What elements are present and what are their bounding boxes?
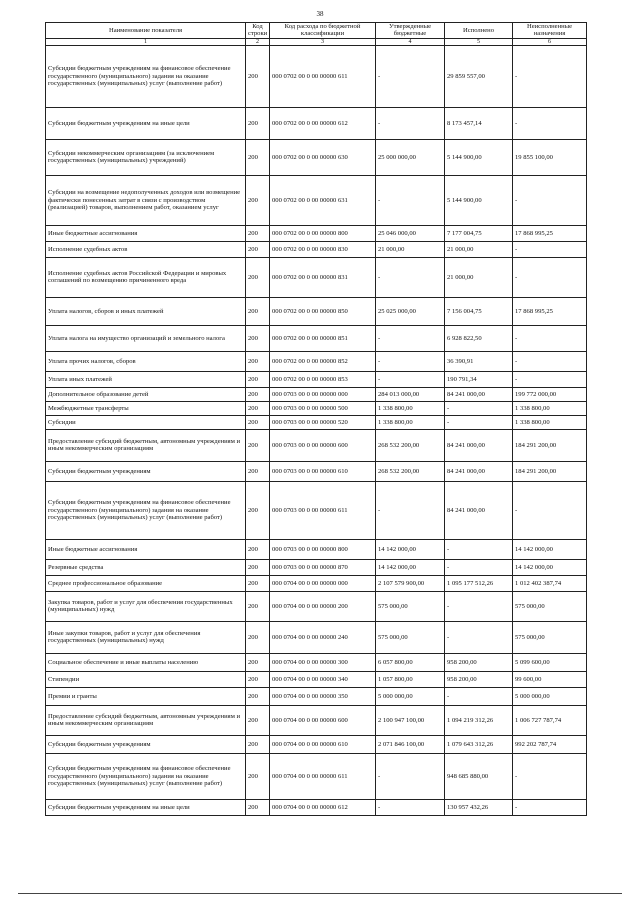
row-executed: 84 241 000,00	[445, 481, 513, 539]
table-row	[46, 387, 587, 401]
row-approved: 1 338 800,00	[376, 415, 445, 429]
row-unexecuted: 1 338 800,00	[513, 415, 587, 429]
row-approved: 25 025 000,00	[376, 297, 445, 325]
row-approved: 25 000 000,00	[376, 139, 445, 175]
row-executed: -	[445, 621, 513, 653]
row-budget-code: 000 0703 00 0 00 00000 870	[270, 559, 376, 575]
table-row	[46, 591, 587, 621]
row-approved: 268 532 200,00	[376, 461, 445, 481]
row-executed: 958 200,00	[445, 653, 513, 671]
row-line-code: 200	[246, 415, 270, 429]
header-unexecuted: Неисполненные назначения	[513, 23, 587, 39]
row-approved: -	[376, 107, 445, 139]
row-unexecuted: -	[513, 257, 587, 297]
row-unexecuted: 19 855 100,00	[513, 139, 587, 175]
row-line-code: 200	[246, 139, 270, 175]
row-approved: 1 338 800,00	[376, 401, 445, 415]
row-approved: 575 000,00	[376, 591, 445, 621]
row-approved: -	[376, 371, 445, 387]
row-line-code: 200	[246, 705, 270, 735]
row-line-code: 200	[246, 45, 270, 107]
row-budget-code: 000 0704 00 0 00 00000 200	[270, 591, 376, 621]
row-line-code: 200	[246, 175, 270, 225]
table-row	[46, 735, 587, 753]
row-name: Уплата налога на имущество организаций и земельного налога	[46, 325, 246, 351]
row-budget-code: 000 0702 00 0 00 00000 850	[270, 297, 376, 325]
row-approved: -	[376, 325, 445, 351]
row-approved: -	[376, 351, 445, 371]
table-row	[46, 461, 587, 481]
row-executed: 21 000,00	[445, 241, 513, 257]
row-approved: -	[376, 799, 445, 815]
row-approved: 5 000 000,00	[376, 687, 445, 705]
row-approved: 2 100 947 100,00	[376, 705, 445, 735]
row-unexecuted: 17 868 995,25	[513, 297, 587, 325]
row-executed: 5 144 900,00	[445, 139, 513, 175]
row-line-code: 200	[246, 461, 270, 481]
row-name: Субсидии бюджетным учреждениям	[46, 735, 246, 753]
header-number-2: 2	[246, 38, 270, 45]
row-line-code: 200	[246, 687, 270, 705]
row-name: Иные бюджетные ассигнования	[46, 539, 246, 559]
row-line-code: 200	[246, 481, 270, 539]
row-name: Стипендии	[46, 671, 246, 687]
row-approved: 2 107 579 900,00	[376, 575, 445, 591]
row-executed: -	[445, 559, 513, 575]
row-approved: 25 046 000,00	[376, 225, 445, 241]
header-number-4: 4	[376, 38, 445, 45]
row-line-code: 200	[246, 671, 270, 687]
row-approved: -	[376, 45, 445, 107]
row-unexecuted: 1 012 402 387,74	[513, 575, 587, 591]
row-executed: 7 156 004,75	[445, 297, 513, 325]
row-line-code: 200	[246, 371, 270, 387]
table-row	[46, 107, 587, 139]
table-row	[46, 45, 587, 107]
row-budget-code: 000 0704 00 0 00 00000 300	[270, 653, 376, 671]
row-unexecuted: 1 338 800,00	[513, 401, 587, 415]
row-name: Субсидии бюджетным учреждениям на финансовое обеспечение государственного (муниципального) задания на оказание государственных (муниципальных) услуг (выполнение работ)	[46, 753, 246, 799]
row-approved: -	[376, 753, 445, 799]
row-line-code: 200	[246, 575, 270, 591]
row-unexecuted: 575 000,00	[513, 591, 587, 621]
row-name: Субсидии некоммерческим организациям (за исключением государственных (муниципальных) учреждений)	[46, 139, 246, 175]
row-budget-code: 000 0702 00 0 00 00000 631	[270, 175, 376, 225]
row-name: Субсидии бюджетным учреждениям на иные цели	[46, 799, 246, 815]
row-name: Социальное обеспечение и иные выплаты населению	[46, 653, 246, 671]
row-executed: 130 957 432,26	[445, 799, 513, 815]
row-line-code: 200	[246, 653, 270, 671]
row-budget-code: 000 0704 00 0 00 00000 611	[270, 753, 376, 799]
table-row	[46, 705, 587, 735]
row-unexecuted: -	[513, 371, 587, 387]
row-executed: 6 928 822,50	[445, 325, 513, 351]
header-number-5: 5	[445, 38, 513, 45]
row-approved: 284 013 000,00	[376, 387, 445, 401]
table-row	[46, 225, 587, 241]
header-executed: Исполнено	[445, 23, 513, 39]
row-budget-code: 000 0703 00 0 00 00000 000	[270, 387, 376, 401]
header-number-1: 1	[46, 38, 246, 45]
row-unexecuted: 14 142 000,00	[513, 559, 587, 575]
row-budget-code: 000 0702 00 0 00 00000 851	[270, 325, 376, 351]
row-line-code: 200	[246, 351, 270, 371]
row-budget-code: 000 0703 00 0 00 00000 610	[270, 461, 376, 481]
header-line-code: Код строки	[246, 23, 270, 39]
row-line-code: 200	[246, 591, 270, 621]
table-row	[46, 297, 587, 325]
row-budget-code: 000 0702 00 0 00 00000 611	[270, 45, 376, 107]
row-unexecuted: 1 006 727 787,74	[513, 705, 587, 735]
row-line-code: 200	[246, 297, 270, 325]
row-name: Субсидии бюджетным учреждениям	[46, 461, 246, 481]
row-name: Исполнение судебных актов Российской Федерации и мировых соглашений по возмещению причиненного вреда	[46, 257, 246, 297]
row-budget-code: 000 0702 00 0 00 00000 853	[270, 371, 376, 387]
table-row	[46, 481, 587, 539]
row-name: Уплата прочих налогов, сборов	[46, 351, 246, 371]
row-budget-code: 000 0704 00 0 00 00000 000	[270, 575, 376, 591]
table-row	[46, 401, 587, 415]
row-executed: 1 094 219 312,26	[445, 705, 513, 735]
table-row	[46, 139, 587, 175]
row-executed: 1 079 643 312,26	[445, 735, 513, 753]
row-executed: 29 859 557,00	[445, 45, 513, 107]
row-approved: 6 057 800,00	[376, 653, 445, 671]
row-name: Дополнительное образование детей	[46, 387, 246, 401]
row-executed: 84 241 000,00	[445, 387, 513, 401]
row-name: Иные бюджетные ассигнования	[46, 225, 246, 241]
row-budget-code: 000 0704 00 0 00 00000 350	[270, 687, 376, 705]
row-budget-code: 000 0704 00 0 00 00000 600	[270, 705, 376, 735]
row-budget-code: 000 0703 00 0 00 00000 520	[270, 415, 376, 429]
row-name: Предоставление субсидий бюджетным, автономным учреждениям и иным некоммерческим организациям	[46, 429, 246, 461]
header-number-6: 6	[513, 38, 587, 45]
row-line-code: 200	[246, 257, 270, 297]
row-budget-code: 000 0703 00 0 00 00000 600	[270, 429, 376, 461]
row-line-code: 200	[246, 387, 270, 401]
row-approved: 575 000,00	[376, 621, 445, 653]
row-line-code: 200	[246, 559, 270, 575]
row-executed: 84 241 000,00	[445, 461, 513, 481]
row-approved: -	[376, 175, 445, 225]
row-executed: 1 095 177 512,26	[445, 575, 513, 591]
row-line-code: 200	[246, 241, 270, 257]
header-name: Наименование показателя	[46, 23, 246, 39]
row-executed: -	[445, 539, 513, 559]
row-line-code: 200	[246, 753, 270, 799]
row-executed: -	[445, 401, 513, 415]
row-unexecuted: -	[513, 107, 587, 139]
row-unexecuted: 5 099 600,00	[513, 653, 587, 671]
row-budget-code: 000 0702 00 0 00 00000 612	[270, 107, 376, 139]
row-line-code: 200	[246, 325, 270, 351]
row-executed: 7 177 004,75	[445, 225, 513, 241]
row-line-code: 200	[246, 225, 270, 241]
row-line-code: 200	[246, 799, 270, 815]
header-number-3: 3	[270, 38, 376, 45]
row-unexecuted: -	[513, 325, 587, 351]
row-budget-code: 000 0702 00 0 00 00000 800	[270, 225, 376, 241]
row-executed: 21 000,00	[445, 257, 513, 297]
row-budget-code: 000 0703 00 0 00 00000 611	[270, 481, 376, 539]
row-executed: 958 200,00	[445, 671, 513, 687]
page-bottom-rule	[18, 893, 622, 894]
row-name: Среднее профессиональное образование	[46, 575, 246, 591]
row-budget-code: 000 0702 00 0 00 00000 830	[270, 241, 376, 257]
row-approved: 1 057 800,00	[376, 671, 445, 687]
row-name: Уплата налогов, сборов и иных платежей	[46, 297, 246, 325]
row-name: Закупка товаров, работ и услуг для обеспечения государственных (муниципальных) нужд	[46, 591, 246, 621]
row-line-code: 200	[246, 107, 270, 139]
table-row	[46, 241, 587, 257]
row-executed: 8 173 457,14	[445, 107, 513, 139]
row-budget-code: 000 0702 00 0 00 00000 630	[270, 139, 376, 175]
row-unexecuted: -	[513, 175, 587, 225]
row-name: Иные закупки товаров, работ и услуг для обеспечения государственных (муниципальных) нужд	[46, 621, 246, 653]
row-executed: -	[445, 687, 513, 705]
table-row	[46, 671, 587, 687]
budget-execution-table	[45, 22, 587, 816]
row-line-code: 200	[246, 735, 270, 753]
row-budget-code: 000 0704 00 0 00 00000 612	[270, 799, 376, 815]
row-name: Премии и гранты	[46, 687, 246, 705]
row-unexecuted: -	[513, 753, 587, 799]
row-line-code: 200	[246, 429, 270, 461]
table-row	[46, 621, 587, 653]
row-approved: 14 142 000,00	[376, 539, 445, 559]
row-name: Субсидии бюджетным учреждениям на финансовое обеспечение государственного (муниципального) задания на оказание государственных (муниципальных) услуг (выполнение работ)	[46, 481, 246, 539]
row-name: Резервные средства	[46, 559, 246, 575]
table-row	[46, 371, 587, 387]
row-unexecuted: 99 600,00	[513, 671, 587, 687]
table-row	[46, 653, 587, 671]
table-row	[46, 575, 587, 591]
row-approved: -	[376, 481, 445, 539]
row-unexecuted: 992 202 787,74	[513, 735, 587, 753]
row-budget-code: 000 0703 00 0 00 00000 800	[270, 539, 376, 559]
row-unexecuted: 184 291 200,00	[513, 461, 587, 481]
row-unexecuted: -	[513, 45, 587, 107]
row-line-code: 200	[246, 539, 270, 559]
row-approved: 2 071 846 100,00	[376, 735, 445, 753]
row-approved: 14 142 000,00	[376, 559, 445, 575]
table-row	[46, 175, 587, 225]
row-line-code: 200	[246, 621, 270, 653]
row-unexecuted: 14 142 000,00	[513, 539, 587, 559]
table-row	[46, 429, 587, 461]
row-name: Предоставление субсидий бюджетным, автономным учреждениям и иным некоммерческим организациям	[46, 705, 246, 735]
row-budget-code: 000 0703 00 0 00 00000 500	[270, 401, 376, 415]
table-row	[46, 325, 587, 351]
row-unexecuted: 184 291 200,00	[513, 429, 587, 461]
header-budget-code: Код расхода по бюджетной классификации	[270, 23, 376, 39]
table-row	[46, 415, 587, 429]
row-unexecuted: -	[513, 481, 587, 539]
table-row	[46, 753, 587, 799]
row-name: Уплата иных платежей	[46, 371, 246, 387]
row-unexecuted: 5 000 000,00	[513, 687, 587, 705]
row-executed: -	[445, 591, 513, 621]
row-name: Исполнение судебных актов	[46, 241, 246, 257]
row-budget-code: 000 0704 00 0 00 00000 610	[270, 735, 376, 753]
row-budget-code: 000 0702 00 0 00 00000 831	[270, 257, 376, 297]
table-row	[46, 539, 587, 559]
row-unexecuted: -	[513, 799, 587, 815]
row-unexecuted: 17 868 995,25	[513, 225, 587, 241]
row-executed: 36 390,91	[445, 351, 513, 371]
row-approved: 21 000,00	[376, 241, 445, 257]
row-unexecuted: -	[513, 241, 587, 257]
row-line-code: 200	[246, 401, 270, 415]
row-name: Межбюджетные трансферты	[46, 401, 246, 415]
row-name: Субсидии	[46, 415, 246, 429]
row-executed: 948 685 880,00	[445, 753, 513, 799]
row-executed: -	[445, 415, 513, 429]
row-budget-code: 000 0704 00 0 00 00000 240	[270, 621, 376, 653]
row-approved: -	[376, 257, 445, 297]
row-unexecuted: -	[513, 351, 587, 371]
row-budget-code: 000 0702 00 0 00 00000 852	[270, 351, 376, 371]
row-budget-code: 000 0704 00 0 00 00000 340	[270, 671, 376, 687]
table-row	[46, 687, 587, 705]
row-name: Субсидии на возмещение недополученных доходов или возмещение фактически понесенных затрат в связи с производством (реализацией) товаров, выполнением работ, оказанием услуг	[46, 175, 246, 225]
row-name: Субсидии бюджетным учреждениям на финансовое обеспечение государственного (муниципального) задания на оказание государственных (муниципальных) услуг (выполнение работ)	[46, 45, 246, 107]
row-unexecuted: 199 772 000,00	[513, 387, 587, 401]
table-row	[46, 559, 587, 575]
row-unexecuted: 575 000,00	[513, 621, 587, 653]
row-name: Субсидии бюджетным учреждениям на иные цели	[46, 107, 246, 139]
table-row	[46, 257, 587, 297]
table-row	[46, 799, 587, 815]
row-approved: 268 532 200,00	[376, 429, 445, 461]
row-executed: 84 241 000,00	[445, 429, 513, 461]
table-row	[46, 351, 587, 371]
header-approved: Утвержденные бюджетные	[376, 23, 445, 39]
row-executed: 5 144 900,00	[445, 175, 513, 225]
row-executed: 190 791,34	[445, 371, 513, 387]
page-number: 38	[316, 10, 324, 18]
